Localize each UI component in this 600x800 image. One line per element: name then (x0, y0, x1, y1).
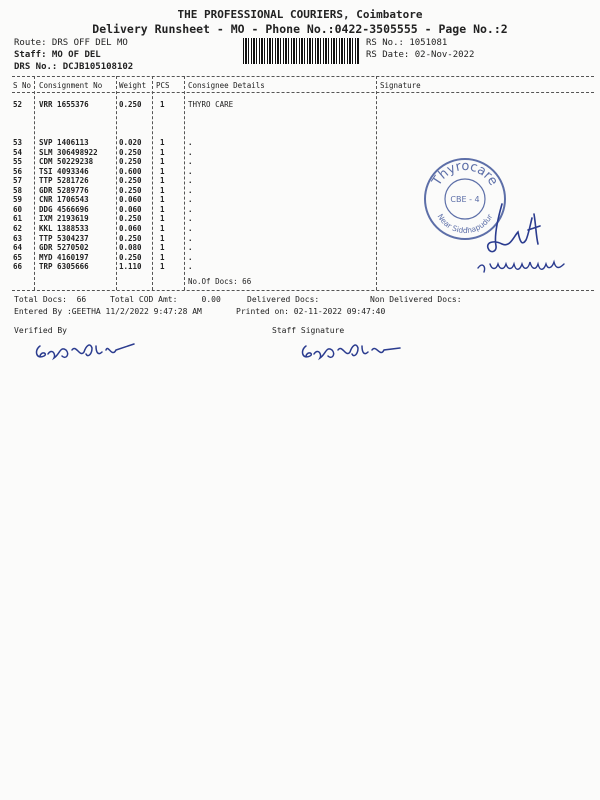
printed-on: Printed on: 02-11-2022 09:47:40 (236, 307, 386, 316)
total-cod-amount: Total COD Amt: 0.00 (110, 295, 221, 304)
cell-consignee: . (188, 147, 193, 157)
cell-sno: 56 (13, 166, 23, 176)
cell-consignment-no: VRR 1655376 (39, 100, 89, 109)
cell-consignment-no: TTP 5304237 (39, 233, 89, 243)
cell-weight: 0.060 (119, 195, 142, 205)
col-divider (184, 76, 185, 290)
cell-sno: 54 (13, 147, 23, 157)
cell-weight: 0.250 (119, 157, 142, 167)
cell-consignment-no: DDG 4566696 (39, 204, 89, 214)
cell-consignment-no: TTP 5281726 (39, 176, 89, 186)
cell-consignee: . (188, 243, 193, 253)
cell-weight: 0.060 (119, 204, 142, 214)
stamp-top-text: Thyrocare (429, 158, 501, 189)
cell-pcs: 1 (160, 252, 165, 262)
table-top-rule (12, 76, 594, 77)
staff-label: Staff: MO OF DEL (14, 50, 101, 60)
col-divider (34, 76, 35, 290)
cell-consignee: . (188, 233, 193, 243)
cell-consignee: . (188, 223, 193, 233)
cell-weight: 0.600 (119, 166, 142, 176)
cell-pcs: 1 (160, 100, 165, 109)
cell-weight: 0.250 (119, 185, 142, 195)
cell-consignee: . (188, 195, 193, 205)
cell-consignment-no: SVP 1406113 (39, 138, 89, 147)
cell-consignee: THYRO CARE (188, 100, 234, 109)
col-header-sno: S No (13, 81, 32, 90)
cell-sno: 53 (13, 138, 23, 147)
cell-pcs: 1 (160, 185, 165, 195)
cell-consignment-no: GDR 5270502 (39, 243, 89, 253)
cell-pcs: 1 (160, 147, 165, 157)
rs-number: RS No.: 1051081 (366, 38, 448, 48)
cell-sno: 64 (13, 243, 23, 253)
receiver-signature (470, 196, 580, 286)
cell-pcs: 1 (160, 195, 165, 205)
runsheet-subtitle: Delivery Runsheet - MO - Phone No.:0422-3505555 - Page No.:2 (92, 22, 508, 36)
cell-consignment-no: KKL 1388533 (39, 223, 89, 233)
cell-consignee: . (188, 262, 193, 272)
table-bottom-rule (12, 290, 594, 291)
col-divider (376, 76, 377, 290)
col-divider (152, 76, 153, 290)
cell-sno: 61 (13, 214, 23, 224)
cell-pcs: 1 (160, 223, 165, 233)
cell-sno: 52 (13, 100, 23, 109)
cell-sno: 60 (13, 204, 23, 214)
cell-pcs: 1 (160, 166, 165, 176)
cell-weight: 0.060 (119, 223, 142, 233)
cell-weight: 0.250 (119, 100, 142, 109)
cell-weight: 0.020 (119, 138, 142, 147)
cell-weight: 0.250 (119, 176, 142, 186)
cell-sno: 62 (13, 223, 23, 233)
col-header-signature: Signature (380, 81, 421, 90)
cell-consignee: . (188, 185, 193, 195)
company-title: THE PROFESSIONAL COURIERS, Coimbatore (177, 8, 423, 21)
entered-by: Entered By :GEETHA 11/2/2022 9:47:28 AM (14, 307, 202, 316)
cell-consignee: . (188, 214, 193, 224)
cell-sno: 57 (13, 176, 23, 186)
stamp-bottom-text: Near Siddhapudur (435, 212, 495, 236)
route-label: Route: DRS OFF DEL MO (14, 38, 128, 48)
col-divider (116, 76, 117, 290)
non-delivered-docs: Non Delivered Docs: (370, 295, 462, 304)
cell-consignment-no: CNR 1706543 (39, 195, 89, 205)
cell-pcs: 1 (160, 262, 165, 272)
cell-weight: 0.250 (119, 214, 142, 224)
cell-consignee: . (188, 166, 193, 176)
cell-consignment-no: CDM 50229238 (39, 157, 94, 167)
cell-pcs: 1 (160, 243, 165, 253)
cell-weight: 0.250 (119, 147, 142, 157)
cell-sno: 66 (13, 262, 23, 272)
cell-sno: 65 (13, 252, 23, 262)
cell-pcs: 1 (160, 176, 165, 186)
cell-pcs: 1 (160, 157, 165, 167)
col-header-consignment: Consignment No (39, 81, 103, 90)
cell-consignment-no: SLM 306498922 (39, 147, 98, 157)
cell-consignment-no: TSI 4093346 (39, 166, 89, 176)
cell-consignment-no: IXM 2193619 (39, 214, 89, 224)
cell-consignee: . (188, 138, 193, 147)
cell-weight: 0.250 (119, 233, 142, 243)
cell-consignee: . (188, 252, 193, 262)
cell-sno: 59 (13, 195, 23, 205)
cell-consignment-no: MYD 4160197 (39, 252, 89, 262)
verified-by-label: Verified By (14, 326, 67, 335)
cell-weight: 0.080 (119, 243, 142, 253)
cell-consignee: . (188, 204, 193, 214)
col-header-pcs: PCS (156, 81, 170, 90)
rs-date: RS Date: 02-Nov-2022 (366, 50, 475, 60)
cell-weight: 1.110 (119, 262, 142, 272)
cell-pcs: 1 (160, 214, 165, 224)
cell-sno: 58 (13, 185, 23, 195)
stamp-center-text: CBE - 4 (450, 195, 480, 204)
cell-consignee: . (188, 157, 193, 167)
cell-weight: 0.250 (119, 252, 142, 262)
total-docs: Total Docs: 66 (14, 295, 87, 304)
barcode (243, 38, 359, 64)
col-header-consignee: Consignee Details (188, 81, 265, 90)
staff-signature (296, 334, 406, 366)
staff-signature-label: Staff Signature (272, 326, 345, 335)
drs-number: DRS No.: DCJB105108102 (14, 62, 134, 72)
cell-pcs: 1 (160, 233, 165, 243)
cell-pcs: 1 (160, 204, 165, 214)
no-of-docs: No.Of Docs: 66 (188, 277, 252, 286)
cell-consignment-no: TRP 6305666 (39, 262, 89, 272)
verified-by-signature (30, 332, 140, 364)
cell-pcs: 1 (160, 138, 165, 147)
cell-consignee: . (188, 176, 193, 186)
cell-sno: 63 (13, 233, 23, 243)
cell-consignment-no: GDR 5289776 (39, 185, 89, 195)
cell-sno: 55 (13, 157, 23, 167)
table-header-rule (12, 92, 594, 93)
col-header-weight: Weight (119, 81, 147, 90)
delivered-docs: Delivered Docs: (247, 295, 320, 304)
